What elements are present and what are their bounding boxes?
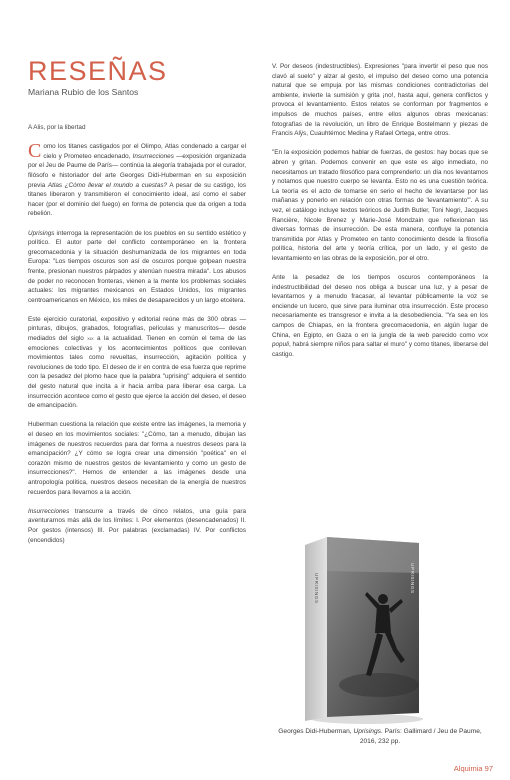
- paragraph-8: Ante la pesadez de los tiempos oscuros contemporáneos la indestructibilidad del deseo nos obliga a buscar una luz, y a pesar de levantarnos y a menudo fracasar, al levantar públicamente la voz se enciende un lucero, que sirve para iluminar otra insurrección. Este proceso necesariamente es transgresor e invita a la desobediencia. "Ya sea en los campos de Chiapas, en la frontera grecomacedonia, en algún lugar de China, en Egipto, en Gaza o en la jungla de la web parecido como vox populi, habrá siempre niños para saltar el muro" y como titanes, liberarse del castigo.: [272, 274, 488, 358]
- paragraph-1: [28, 142, 246, 219]
- right-column: [272, 62, 488, 369]
- left-column: [28, 123, 246, 555]
- book-caption: Georges Didi-Huberman, Uprisings. París: Gallimard / Jeu de Paume, 2016, 232 pp.: [278, 728, 482, 745]
- drop-cap: C: [28, 140, 42, 163]
- article-subheading: A Alis, por la libertad: [28, 124, 86, 131]
- paragraph-3: Este ejercicio curatorial, expositivo y editorial reúne más de 300 obras —pinturas, dibujos, grabados, fotografías, películas y manuscritos— desde mediados del siglo xix a la actualidad. Tienen en común el tema de las emociones colectivas y los acontecimientos políticos que conllevan movimientos tales como revueltas, insurrección, agitación política y revoluciones de todo tipo. El deseo de ir en contra de esa fuerza que reprime con la pesadez del plomo hace que la palabra "uprising" adquiera el sentido del gesto natural que incita a ir hacia arriba para liberar esa carga. La insurrección acontece como el gesto que ejerce la acción del deseo, el deseo de emancipación.: [28, 315, 247, 410]
- paragraph-7: "En la exposición podemos hablar de fuerzas, de gestos: hay bocas que se abren y gritan. Podemos convenir en que este es algo inmediato, no necesitamos un tratado filosófico para comprenderlo: un día nos levantamos y notamos que nuestro cuerpo se levanta. Esto no es una cuestión teórica. La teoría es el acto de tomarse en serio el hecho de levantarse por las mañanas y ponerlo en relación con otras formas de 'levantamiento'". A su vez, el catálogo incluye textos teóricos de Judith Butler, Toni Negri, Jacques Rancière, Nicole Brenez y Marie-José Mondzain que reflexionan las diversas formas de insurrección. De esta manera, confluye la potencia transmitida por Atlas y Prometeo en tanto conocimiento desde la filosofía política, historia del arte y teoría crítica, por un lado, y el gesto de levantamiento en las obras de la exposición, por el otro.: [272, 149, 488, 262]
- author-byline: Mariana Rubio de los Santos: [28, 87, 139, 97]
- paragraph-6: V. Por deseos (indestructibles). Expresiones "para invertir el peso que nos clavó al suelo" y alzar al gesto, el impulso del deseo como una potencia natural que se empuja por las mismas condiciones contradictorias del ambiente, invierte la sumisión y grita ¡no!, hasta aquí, genera conflictos y provoca el levantamiento. Estos relatos se conforman por fragmentos e impulsos de muchos países, entre ellos algunos obras mexicanas: fotografías de la revolución, un libro de Enrique Bostelmann y piezas de Francis Alÿs, Cuauhtémoc Medina y Rafael Ortega, entre otros.: [272, 63, 488, 138]
- paragraph-1-text: omo los titanes castigados por el Olimpo, Atlas condenado a cargar el cielo y Prometeo encadenado, Insurrecciones —exposición organizada por el Jeu de Paume de París— continúa la alegoría trabajada por el curador, filósofo e historiador del arte Georges Didi-Huberman en su exposición previa Atlas ¿Cómo llevar el mundo a cuestas? A pesar de su castigo, los titanes liberaron y transmitieron el conocimiento ideal, así como el saber hacer (por el dominio del fuego) en forma de potencia que da origen a toda rebelión.: [28, 143, 247, 218]
- paragraph-2: Uprisings interroga la representación de los pueblos en su sentido estético y político. El autor parte del conflicto contemporáneo en la frontera grecomacedonia y la situación deshumanizada de los migrantes en toda Europa: "Los tiempos oscuros son así de oscuros porque golpean nuestra frente, presionan nuestros párpados y atenúan nuestra mirada". Los abusos de poder no reconocen fronteras, vienen a la mente los problemas sociales actuales: los migrantes mexicanos en Estados Unidos, los migrantes centroamericanos en México, los miles de desaparecidos y un largo etcétera.: [28, 229, 246, 304]
- paragraph-5: Insurrecciones transcurre a través de cinco relatos, una guía para aventurarnos más allá de los límites: I. Por elementos (desencadenados) II. Por gestos (intensos) III. Por palabras (exclamadas) IV. Por conflictos (encendidos): [28, 507, 246, 544]
- book-spine-title: UPRISINGS: [314, 573, 319, 604]
- paragraph-4: Huberman cuestiona la relación que existe entre las imágenes, la memoria y el deseo en los movimientos sociales: "¿Cómo, tan a menudo, dibujan las imágenes de nuestros recuerdos para dar forma a nuestros deseos para la emancipación? ¿Y cómo se logra crear una dimensión "poética" en el corazón mismo de nuestros gestos de levantamiento y como un gesto de insurrecciones?". Hemos de entender a las imágenes desde una antropología política, nuestros deseos necesitan de la energía de nuestros recuerdos para llevarnos a la acción.: [28, 421, 246, 496]
- section-title: RESEÑAS: [28, 56, 168, 86]
- book-cover-title: UPRISINGS: [410, 563, 415, 594]
- book-cover-image: [301, 533, 423, 725]
- page-footer: Alquimia 97: [453, 764, 493, 773]
